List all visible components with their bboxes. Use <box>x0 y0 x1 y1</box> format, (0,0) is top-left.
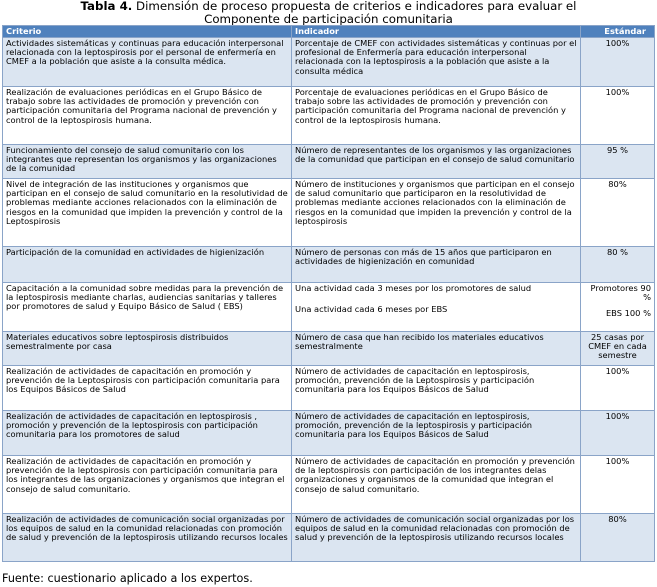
table-row <box>3 456 655 514</box>
caption-label: Tabla 4. <box>80 0 133 13</box>
cell-indicador: Número de instituciones y organismos que participan en el consejo de salud comunitario que participaron en la resolutividad de problemas mediante acciones relacionados con la eliminación de riesgos en la comunidad que impiden la prevención y control de la leptospirosis <box>292 179 581 247</box>
table-row <box>3 283 655 332</box>
cell-estandar: 80% <box>581 514 655 562</box>
table-caption <box>0 0 657 26</box>
cell-indicador: Número de actividades de capacitación en promoción y prevención de la leptospirosis con participación de los integrantes delas organizaciones y organismos de la comunidad que integran el consejo de salud comunitario. <box>292 456 581 514</box>
cell-indicador: Número de actividades de comunicación social organizadas por los equipos de salud en la comunidad relacionadas con promoción de salud y prevención de la leptospirosis utilizando recursos locales <box>292 514 581 562</box>
table-row <box>3 411 655 456</box>
table-row <box>3 332 655 366</box>
cell-indicador: Número de personas con más de 15 años que participaron en actividades de higienización en comunidad <box>292 247 581 283</box>
cell-indicador: Número de actividades de capacitación en leptospirosis, promoción, prevención de la Leptospirosis y participación comunitaria para los Equipos Básicos de Salud <box>292 366 581 411</box>
cell-criterio: Realización de actividades de capacitación en leptospirosis , promoción y prevención de la leptospirosis con participación comunitaria para los promotores de salud <box>3 411 292 456</box>
cell-indicador-secondary: Una actividad cada 6 meses por EBS <box>295 304 448 315</box>
cell-criterio: Realización de actividades de capacitación en promoción y prevención de la Leptospirosis con participación comunitaria para los Equipos Básicos de Salud <box>3 366 292 411</box>
cell-estandar: 95 % <box>581 145 655 179</box>
cell-estandar: 80% <box>581 179 655 247</box>
cell-criterio: Actividades sistemáticas y continuas para educación interpersonal relacionada con la leptospirosis por el personal de enfermería en CMEF a la población que asiste a la consulta médica. <box>3 38 292 87</box>
cell-estandar-group <box>581 283 655 332</box>
cell-estandar: 25 casas por CMEF en cada semestre <box>581 332 655 366</box>
table-row <box>3 366 655 411</box>
table-row <box>3 247 655 283</box>
cell-estandar: 100% <box>581 411 655 456</box>
cell-indicador: Número de representantes de los organismos y las organizaciones de la comunidad que participan en el consejo de salud comunitario <box>292 145 581 179</box>
cell-indicador: Número de casa que han recibido los materiales educativos semestralmente <box>292 332 581 366</box>
table-header-row <box>3 26 655 38</box>
cell-criterio: Realización de evaluaciones periódicas en el Grupo Básico de trabajo sobre las actividades de promoción y prevención con participación comunitaria del Programa nacional de prevención y control de la leptospirosis humana. <box>3 87 292 145</box>
cell-criterio: Capacitación a la comunidad sobre medidas para la prevención de la leptospirosis mediante charlas, audiencias sanitarias y talleres por promotores de salud y Equipo Básico de Salud ( EBS) <box>3 283 292 332</box>
table-row <box>3 179 655 247</box>
cell-indicador: Porcentaje de evaluaciones periódicas en el Grupo Básico de trabajo sobre las actividades de promoción y prevención con participación comunitaria del Programa nacional de prevención y control de la leptospirosis humana. <box>292 87 581 145</box>
cell-criterio: Participación de la comunidad en actividades de higienización <box>3 247 292 283</box>
cell-criterio: Funcionamiento del consejo de salud comunitario con los integrantes que representan los organismos y las organizaciones de la comunidad <box>3 145 292 179</box>
cell-estandar: 100% <box>581 366 655 411</box>
cell-estandar-secondary: EBS 100 % <box>605 308 651 319</box>
cell-criterio: Realización de actividades de capacitación en promoción y prevención de la leptospirosis con participación comunitaria para los integrantes de las organizaciones y organismos que integran el consejo de salud comunitario. <box>3 456 292 514</box>
header-indicador: Indicador <box>292 26 581 38</box>
caption-text: Dimensión de proceso propuesta de criterios e indicadores para evaluar el <box>132 0 577 13</box>
cell-criterio: Materiales educativos sobre leptospirosis distribuidos semestralmente por casa <box>3 332 292 366</box>
table-row <box>3 87 655 145</box>
caption-line-2: Componente de participación comunitaria <box>204 12 453 26</box>
cell-estandar: 100% <box>581 456 655 514</box>
cell-criterio: Realización de actividades de comunicación social organizadas por los equipos de salud en la comunidad relacionadas con promoción de salud y prevención de la leptospirosis utilizando recursos locales <box>3 514 292 562</box>
cell-indicador-group <box>292 283 581 332</box>
cell-estandar: 100% <box>581 87 655 145</box>
table-row <box>3 145 655 179</box>
cell-indicador: Una actividad cada 3 meses por los promotores de salud <box>295 283 532 293</box>
cell-indicador: Porcentaje de CMEF con actividades sistemáticas y continuas por el profesional de Enfermería para educación interpersonal relacionada con la leptospirosis a la población que asiste a la consulta médica <box>292 38 581 87</box>
table-row <box>3 38 655 87</box>
cell-indicador: Número de actividades de capacitación en leptospirosis, promoción, prevención de la leptospirosis y participación comunitaria para los Equipos Básicos de Salud <box>292 411 581 456</box>
criteria-table <box>2 25 655 562</box>
cell-estandar: Promotores 90 % <box>590 283 651 303</box>
header-estandar: Estándar <box>581 26 655 38</box>
cell-estandar: 80 % <box>581 247 655 283</box>
cell-criterio: Nivel de integración de las instituciones y organismos que participan en el consejo de salud comunitario en la resolutividad de problemas mediante acciones relacionados con la eliminación de riesgos en la comunidad que impiden la prevención y control de la Leptospirosis <box>3 179 292 247</box>
source-note: Fuente: cuestionario aplicado a los expertos. <box>2 572 253 585</box>
header-criterio: Criterio <box>3 26 292 38</box>
table-row <box>3 514 655 562</box>
cell-estandar: 100% <box>581 38 655 87</box>
